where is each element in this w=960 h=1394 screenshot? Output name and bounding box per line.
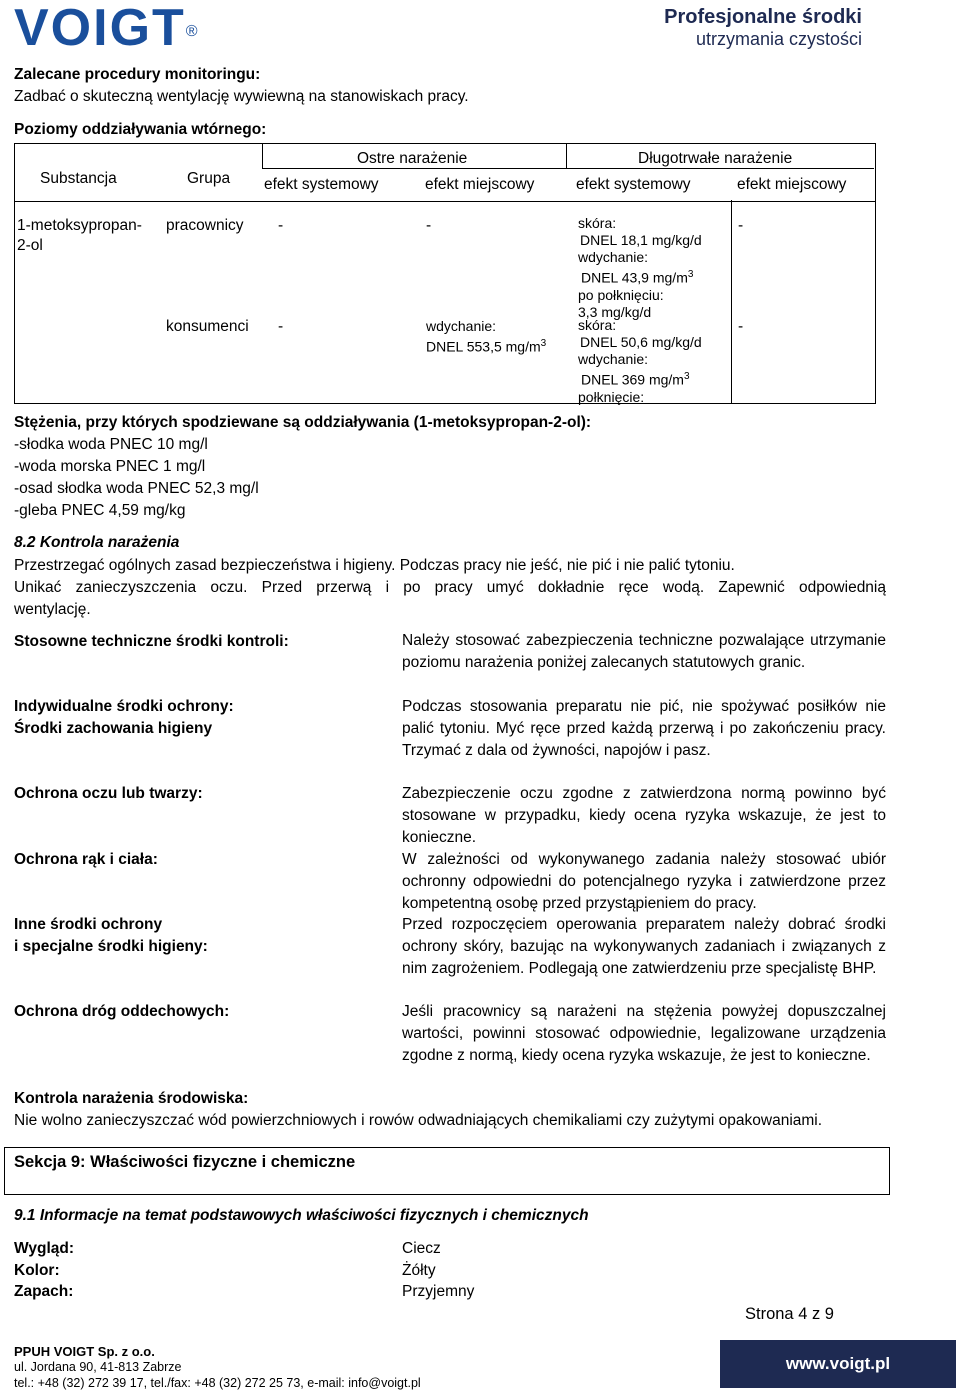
measure-label: Inne środki ochrony: [14, 916, 163, 933]
workers-acute-local: -: [426, 217, 432, 234]
header-divider-1: [262, 143, 263, 168]
col-substance: Substancja: [40, 170, 117, 187]
consumers-chronic-systemic: [578, 317, 702, 406]
prop-label: Kolor:: [14, 1262, 60, 1279]
col-chronic: Długotrwałe narażenie: [638, 150, 793, 167]
header-divider-2: [566, 143, 567, 168]
tagline-1: Profesjonalne środki: [664, 6, 862, 28]
pnec-item: -osad słodka woda PNEC 52,3 mg/l: [14, 480, 259, 497]
col-systemic-1: efekt systemowy: [264, 176, 379, 193]
measure-label: Ochrona oczu lub twarzy:: [14, 785, 203, 802]
substance-name-2: 2-ol: [17, 237, 43, 254]
section-9-subheading: 9.1 Informacje na temat podstawowych właściwości fizycznych i chemicznych: [14, 1207, 589, 1224]
measure-text: Należy stosować zabezpieczenia techniczne pozwalające utrzymanie poziomu narażenia poniżej zalecanych statutowych granic.: [402, 632, 886, 671]
measure-text: W zależności od wykonywanego zadania należy stosować ubiór ochronny odpowiedni do potencjalnego ryzyka i zatwierdzone przez kompetentną osobę przed przystąpieniem do pracy.: [402, 851, 886, 912]
value-line: [578, 368, 702, 389]
value-line: 3,3 mg/kg/d: [578, 303, 652, 320]
value-line: [426, 335, 546, 356]
prop-value: Żółty: [402, 1262, 436, 1279]
page-number: Strona 4 z 9: [745, 1305, 834, 1323]
monitoring-heading: Zalecane procedury monitoringu:: [14, 66, 261, 83]
value-text: DNEL 369 mg/m: [581, 371, 684, 388]
col-systemic-2: efekt systemowy: [576, 176, 691, 193]
group-workers: pracownicy: [166, 217, 244, 234]
col-local-1: efekt miejscowy: [425, 176, 535, 193]
voigt-logo: [14, 0, 198, 57]
pnec-item: -woda morska PNEC 1 mg/l: [14, 458, 206, 475]
substance-name-1: 1-metoksypropan-: [17, 217, 142, 234]
consumers-acute-local: [426, 318, 546, 356]
measure-label-2: Środki zachowania higieny: [14, 720, 213, 737]
registered-mark: ®: [185, 23, 198, 40]
control-line-3: wentylację.: [14, 601, 91, 618]
measure-text: Zabezpieczenie oczu zgodne z zatwierdzona normą powinno być stosowane w przypadku, kiedy ocena ryzyka wskazuje, że jest to konieczne.: [402, 785, 886, 846]
value-text: DNEL 43,9 mg/m: [581, 269, 688, 286]
superscript: 3: [540, 338, 547, 349]
col-group: Grupa: [187, 170, 231, 187]
col-local-2: efekt miejscowy: [737, 176, 847, 193]
measure-text: Podczas stosowania preparatu nie pić, nie spożywać posiłków nie palić tytoniu. Myć ręce przed każdą przerwą i po zakończeniu pracy. Trzymać z dala od żywności, napojów i pasz.: [402, 698, 886, 759]
value-line: skóra:: [578, 317, 617, 333]
control-line-1: Przestrzegać ogólnych zasad bezpieczeństwa i higieny. Podczas pracy nie jeść, nie pić i nie palić tytoniu.: [14, 557, 735, 574]
value-line: [578, 266, 702, 287]
consumers-acute-systemic: -: [278, 318, 284, 335]
prop-label: Zapach:: [14, 1283, 74, 1300]
workers-chronic-local: -: [738, 217, 744, 234]
prop-value: Ciecz: [402, 1240, 441, 1257]
value-line: połknięcie:: [578, 388, 645, 405]
pnec-item: -gleba PNEC 4,59 mg/kg: [14, 502, 186, 519]
measure-label: Ochrona rąk i ciała:: [14, 851, 158, 868]
env-text: Nie wolno zanieczyszczać wód powierzchniowych i rowów odwadniających chemikaliami czy zużytymi opakowaniami.: [14, 1112, 823, 1129]
superscript: 3: [683, 371, 690, 382]
value-line: DNEL 18,1 mg/kg/d: [580, 232, 702, 248]
logo-text: VOIGT: [14, 0, 186, 57]
workers-acute-systemic: -: [278, 217, 284, 234]
value-line: po połknięciu:: [578, 286, 664, 303]
workers-chronic-systemic: [578, 215, 702, 321]
value-line: wdychanie:: [426, 318, 497, 334]
env-heading: Kontrola narażenia środowiska:: [14, 1090, 249, 1107]
measure-label-2: i specjalne środki higieny:: [14, 938, 208, 955]
measure-text: Przed rozpoczęciem operowania preparatem należy dobrać środki ochrony skóry, bazując na wykonywanych zadaniach i związanych z nim zagrożeniem. Podlegają one zatwierdzeniu prze specjalistę BHP.: [402, 916, 886, 977]
section-9-title: Sekcja 9: Właściwości fizyczne i chemiczne: [14, 1153, 356, 1171]
prop-value: Przyjemny: [402, 1283, 475, 1300]
value-line: skóra:: [578, 215, 617, 231]
footer-contact: tel.: +48 (32) 272 39 17, tel./fax: +48 (32) 272 25 73, e-mail: info@voigt.pl: [14, 1376, 421, 1390]
pnec-heading: Stężenia, przy których spodziewane są oddziaływania (1-metoksypropan-2-ol):: [14, 414, 592, 431]
footer-website-link[interactable]: www.voigt.pl: [720, 1340, 956, 1388]
group-consumers: konsumenci: [166, 318, 249, 335]
value-line: wdychanie:: [578, 351, 649, 367]
levels-heading: Poziomy oddziaływania wtórnego:: [14, 121, 267, 138]
footer-company: PPUH VOIGT Sp. z o.o.: [14, 1344, 155, 1359]
prop-label: Wygląd:: [14, 1240, 74, 1257]
value-line: wdychanie:: [578, 249, 649, 265]
measure-label: Stosowne techniczne środki kontroli:: [14, 633, 289, 650]
tagline-2: utrzymania czystości: [695, 29, 862, 49]
value-text: DNEL 553,5 mg/m: [426, 338, 541, 355]
monitoring-text: Zadbać o skuteczną wentylację wywiewną na stanowiskach pracy.: [14, 88, 469, 105]
pnec-item: -słodka woda PNEC 10 mg/l: [14, 436, 208, 453]
col-acute: Ostre narażenie: [357, 150, 468, 167]
levels-table-body-box: [14, 200, 876, 404]
measure-label: Ochrona dróg oddechowych:: [14, 1003, 230, 1020]
control-heading: 8.2 Kontrola narażenia: [14, 534, 180, 551]
footer-address: ul. Jordana 90, 41-813 Zabrze: [14, 1360, 182, 1374]
measure-label: Indywidualne środki ochrony:: [14, 698, 234, 715]
body-divider: [731, 200, 732, 403]
measure-text: Jeśli pracownicy są narażeni na stężenia powyżej dopuszczalnej wartości, powinni stosować odpowiednie, legalizowane urządzenia zgodne z normą, kiedy ocena ryzyka wskazuje, że jest to konieczne.: [402, 1003, 886, 1064]
consumers-chronic-local: -: [738, 318, 744, 335]
value-line: DNEL 50,6 mg/kg/d: [580, 334, 702, 350]
header-divider-3: [262, 168, 874, 169]
control-line-2: Unikać zanieczyszczenia oczu. Przed przerwą i po pracy umyć dokładnie ręce wodą. Zapewnić odpowiednią: [14, 579, 886, 596]
superscript: 3: [687, 269, 694, 280]
